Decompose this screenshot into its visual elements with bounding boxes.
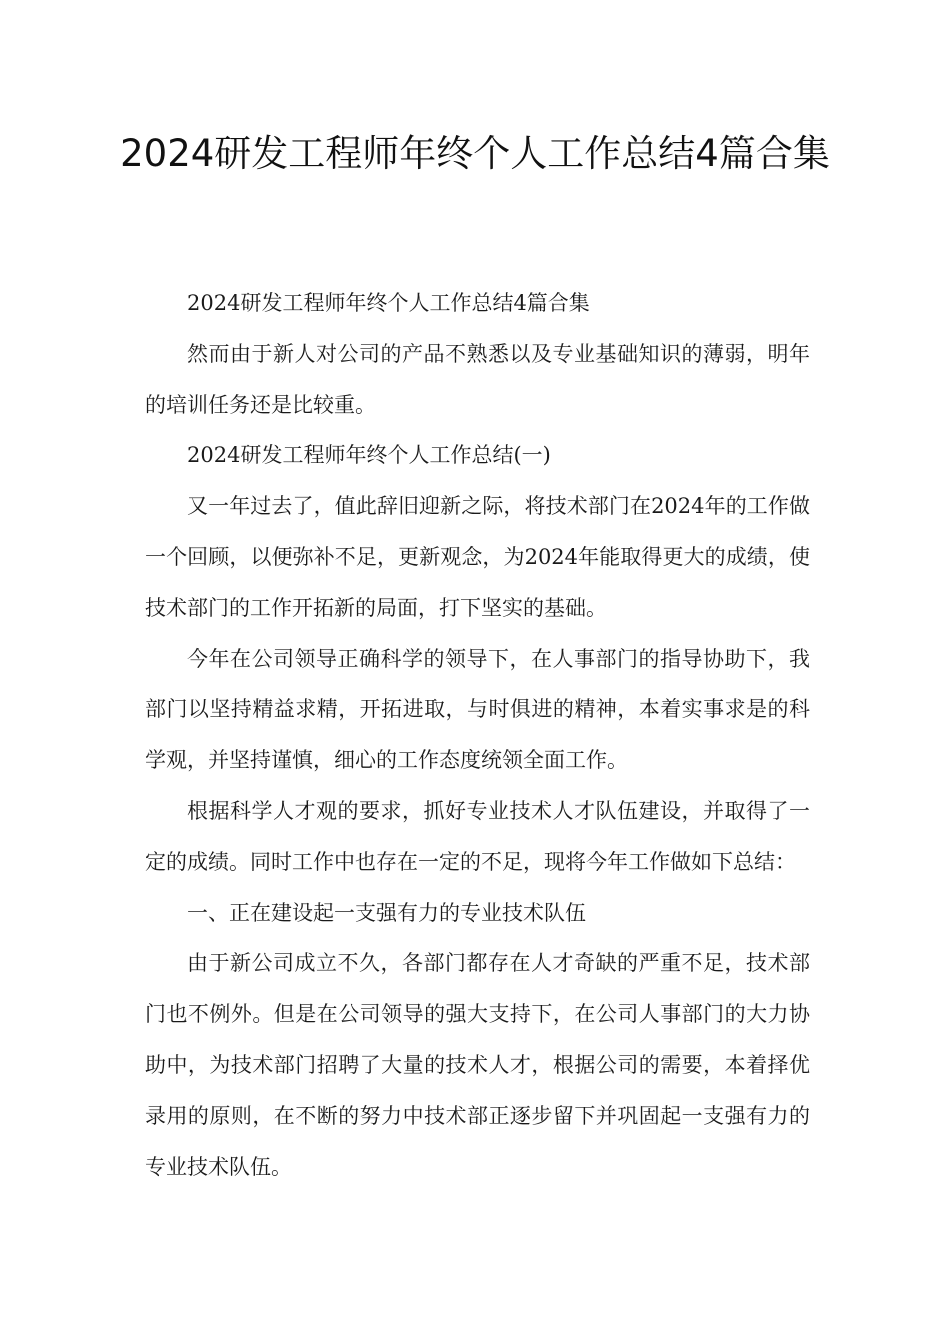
document-title: 2024研发工程师年终个人工作总结4篇合集 (120, 132, 830, 175)
paragraph: 由于新公司成立不久，各部门都存在人才奇缺的严重不足，技术部门也不例外。但是在公司领导的强大支持下，在公司人事部门的大力协助中，为技术部门招聘了大量的技术人才，根据公司的需要，本着择优录用的原则，在不断的努力中技术部正逐步留下并巩固起一支强有力的专业技术队伍。 (145, 951, 810, 1179)
paragraph: 根据科学人才观的要求，抓好专业技术人才队伍建设，并取得了一定的成绩。同时工作中也存在一定的不足，现将今年工作做如下总结： (145, 798, 810, 874)
section-heading: 一、正在建设起一支强有力的专业技术队伍 (187, 900, 586, 925)
section-heading: 2024研发工程师年终个人工作总结(一) (187, 443, 551, 468)
paragraph: 又一年过去了，值此辞旧迎新之际，将技术部门在2024年的工作做一个回顾，以便弥补不足，更新观念，为2024年能取得更大的成绩，使技术部门的工作开拓新的局面，打下坚实的基础。 (145, 494, 810, 620)
paragraph-subtitle: 2024研发工程师年终个人工作总结4篇合集 (187, 291, 590, 315)
document-body (145, 278, 810, 1192)
paragraph: 今年在公司领导正确科学的领导下，在人事部门的指导协助下，我部门以坚持精益求精，开拓进取，与时俱进的精神，本着实事求是的科学观，并坚持谨慎，细心的工作态度统领全面工作。 (145, 646, 810, 773)
paragraph: 然而由于新人对公司的产品不熟悉以及专业基础知识的薄弱，明年的培训任务还是比较重。 (145, 341, 810, 417)
